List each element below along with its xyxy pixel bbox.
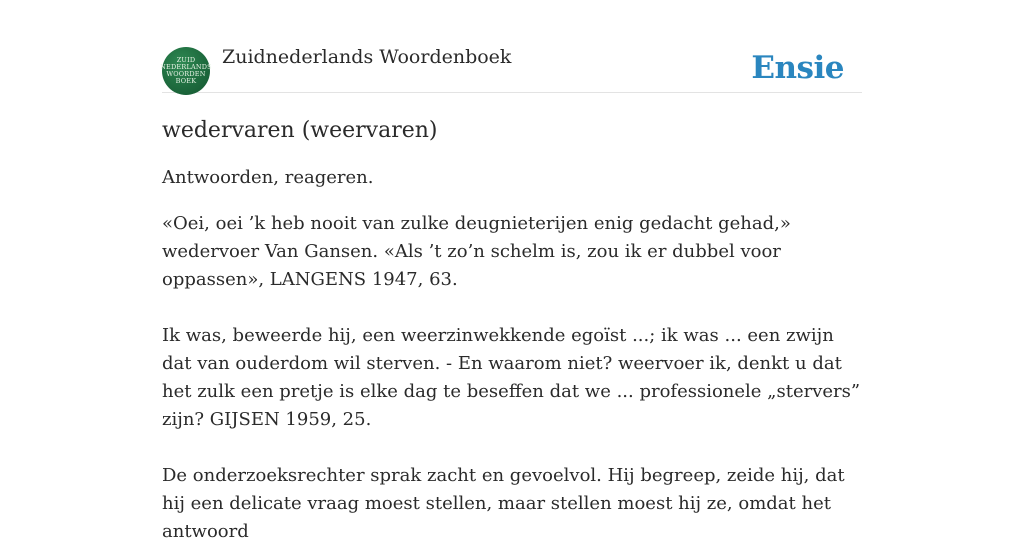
citation-paragraph: «Oei, oei ’k heb nooit van zulke deugnieterijen enig gedacht gehad,» wedervoer Van Gansen. «Als ’t zo’n schelm is, zou ik er dubbel voor oppassen», LANGENS 1947, 63. [162, 213, 791, 290]
logo-text-line: NEDERLANDS [160, 63, 212, 71]
logo-text-line: ZUID [176, 56, 196, 64]
site-logo[interactable] [162, 47, 210, 95]
entry-content [162, 114, 862, 546]
site-name-link[interactable]: Zuidnederlands Woordenboek [222, 46, 512, 68]
entry-title: wedervaren (weervaren) [162, 118, 438, 143]
entry-definition: Antwoorden, reageren. [162, 167, 374, 188]
ensie-brand-link[interactable]: Ensie [751, 50, 844, 86]
citation-paragraph: Ik was, beweerde hij, een weerzinwekkende egoïst ...; ik was ... een zwijn dat van ouderdom wil sterven. - En waarom niet? weervoer ik, denkt u dat het zulk een pretje is elke dag te beseffen dat we ... professionele „stervers” zijn? GIJSEN 1959, 25. [162, 325, 861, 430]
logo-text-line: BOEK [175, 77, 197, 85]
citation-paragraph: De onderzoeksrechter sprak zacht en gevoelvol. Hij begreep, zeide hij, dat hij een delicate vraag moest stellen, maar stellen moest hij ze, omdat het antwoord [162, 465, 845, 542]
site-header [162, 44, 862, 93]
logo-text-line: WOORDEN [166, 70, 206, 78]
